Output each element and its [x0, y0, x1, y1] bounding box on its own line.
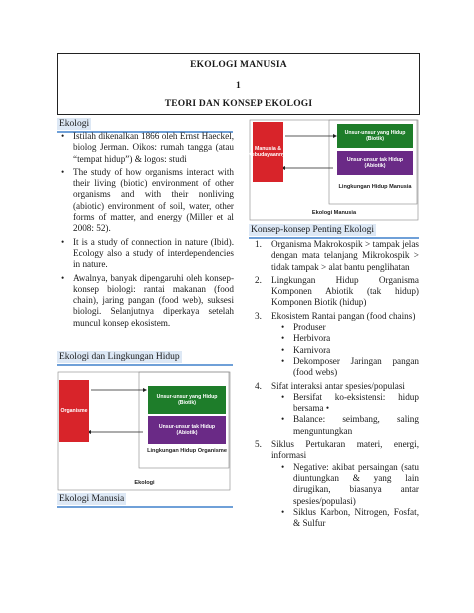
sub-bullet: • Bersifat ko-eksistensi: hidup bersama • — [249, 392, 419, 415]
abiotik-box: Unsur-unsur tak Hidup (Abiotik) — [337, 151, 413, 175]
sub-bullet: • Balance: seimbang, saling menguntungkan — [249, 414, 419, 437]
section-ekologi: Ekologi — [59, 119, 90, 129]
section-underline — [57, 506, 233, 508]
sub-bullet: • Herbivora — [249, 333, 419, 344]
sub-bullet: • Siklus Karbon, Nitrogen, Fosfat, & Sulfur — [249, 507, 419, 530]
item-text: Ekosistem Rantai pangan (food chains) — [271, 310, 416, 321]
section-ekologi-manusia: Ekologi Manusia — [59, 494, 125, 504]
chapter-subtitle: TEORI DAN KONSEP EKOLOGI — [164, 99, 313, 109]
list-item: 1. Organisma Makrokospik > tampak jelas dengan mata telanjang Mikrokospik > tidak tampak > alat bantu penglihatan — [255, 239, 419, 272]
sub-bullet: • Dekomposer Jaringan pangan (food webs) — [249, 356, 419, 379]
title-box — [57, 53, 420, 115]
bullet-item: • It is a study of connection in nature (Ibid). Ecology also a study of interdependencies in nature. — [57, 237, 234, 271]
item-text: Siklus Pertukaran materi, energi, informasi — [271, 439, 419, 461]
ekologi-diagram — [57, 370, 232, 492]
chapter-number: 1 — [236, 81, 241, 91]
section-konsep: Konsep-konsep Penting Ekologi — [251, 225, 374, 235]
organisme-box: Organisme — [59, 380, 89, 442]
section-ekologi-lingkungan: Ekologi dan Lingkungan Hidup — [59, 352, 180, 362]
ekologi-manusia-diagram — [249, 118, 419, 222]
doc-title: EKOLOGI MANUSIA — [190, 60, 287, 70]
list-item: 2. Lingkungan Hidup Organisma Komponen Abiotik (tak hidup) Komponen Biotik (hidup) — [255, 274, 419, 308]
biotik-box: Unsur-unsur yang Hidup (Biotik) — [337, 124, 413, 148]
ekologi-label: Ekologi — [134, 480, 155, 486]
sub-bullet: • Karnivora — [249, 345, 419, 356]
section-underline — [57, 364, 233, 366]
item-text: Sifat interaksi antar spesies/populasi — [271, 380, 405, 391]
env-label: Lingkungan Hidup Organisme — [147, 448, 227, 454]
bullet-item: • The study of how organisms interact with their living (biotic) environment of other organisms and with their nonliving (abiotic) environment of soil, water, other forms of matter, and energy (Miller et al 2008: 52). — [57, 167, 234, 235]
sub-bullet: • Negative: akibat persaingan (satu diuntungkan & yang lain dirugikan, biasanya antar spesies/populasi) — [249, 462, 419, 507]
list-item: 4. Sifat interaksi antar spesies/populasi — [249, 381, 419, 392]
list-item: 3. Ekosistem Rantai pangan (food chains) — [249, 311, 419, 322]
item-text: Lingkungan Hidup Organisma Komponen Abiotik (tak hidup) Komponen Biotik (hidup) — [271, 274, 419, 308]
ekologi-manusia-label: Ekologi Manusia — [311, 210, 357, 216]
env-label: Lingkungan Hidup Manusia — [338, 184, 412, 190]
list-item: 5. Siklus Pertukaran materi, energi, informasi — [255, 439, 419, 461]
ekologi-bullets — [57, 131, 234, 329]
item-text: Organisma Makrokospik > tampak jelas dengan mata telanjang Mikrokospik > tidak tampak > alat bantu penglihatan — [271, 239, 419, 272]
biotik-box: Unsur-unsur yang Hidup (Biotik) — [148, 386, 226, 414]
abiotik-box: Unsur-unsur tak Hidup (Abiotik) — [148, 416, 226, 444]
manusia-box: Manusia & Kebudayaannya — [253, 122, 283, 182]
bullet-item: • Istilah dikenalkan 1866 oleh Ernst Haeckel, biolog Jerman. Oikos: rumah tangga (atau “tempat hidup”) & logos: studi — [57, 131, 234, 165]
bullet-item: • Awalnya, banyak dipengaruhi oleh konsep-konsep biologi: rantai makanan (food chain), jaring pangan (food web), suksesi biologi. Selanjutnya diperkaya setelah muncul konsep ekosistem. — [57, 273, 234, 329]
sub-bullet: • Produser — [249, 322, 419, 333]
konsep-list — [249, 239, 419, 529]
